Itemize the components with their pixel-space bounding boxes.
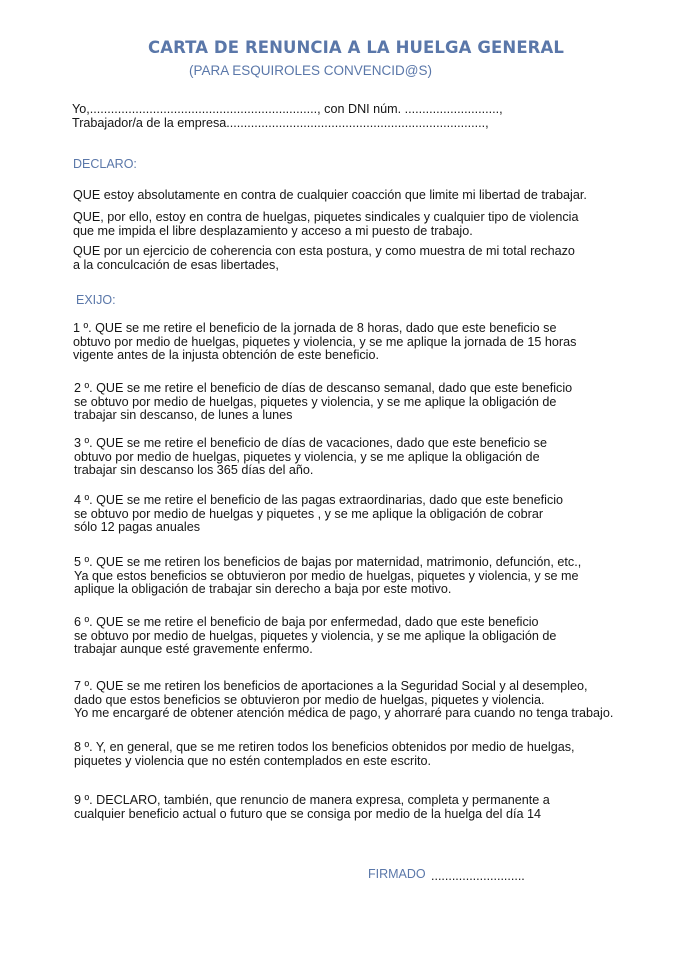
exijo-item: 4 º. QUE se me retire el beneficio de las pagas extraordinarias, dado que este beneficio se obtuvo por medio de huelgas y piquetes , y se me aplique la obligación de cobrar sólo 12 pagas anuales — [74, 493, 564, 535]
exijo-item: 3 º. QUE se me retire el beneficio de días de vacaciones, dado que este beneficio se obtuvo por medio de huelgas, piquetes y violencia, y se me aplique la obligación de trabajar sin descanso los 365 días del año. — [74, 436, 547, 478]
exijo-item: 2 º. QUE se me retire el beneficio de días de descanso semanal, dado que este beneficio se obtuvo por medio de huelgas, piquetes y violencia, y se me aplique la obligación de trabajar sin descanso, de lunes a lunes — [74, 381, 573, 423]
identification-lines: Yo,................................................................., con DNI núm. ..........................., Trabajador/a de la empresa.........................................................................., — [72, 102, 503, 130]
exijo-item: 8 º. Y, en general, que se me retiren todos los beneficios obtenidos por medio de huelgas, piquetes y violencia que no estén contemplados en este escrito. — [74, 740, 575, 768]
declaro-item: QUE estoy absolutamente en contra de cualquier coacción que limite mi libertad de trabajar. — [73, 188, 587, 202]
exijo-item: 7 º. QUE se me retiren los beneficios de aportaciones a la Seguridad Social y al desempleo, dado que estos beneficios se obtuvieron por medio de huelgas, piquetes y violencia. Yo me encargaré de obtener atención médica de pago, y ahorraré para cuando no tenga trabajo. — [74, 679, 614, 721]
signature-label: FIRMADO — [368, 867, 426, 881]
exijo-item: 5 º. QUE se me retiren los beneficios de bajas por maternidad, matrimonio, defunción, etc., Ya que estos beneficios se obtuvieron por medio de huelgas, piquetes y violencia, y se me aplique la obligación de trabajar sin derecho a baja por este motivo. — [74, 555, 582, 597]
document-title: CARTA DE RENUNCIA A LA HUELGA GENERAL — [148, 38, 564, 57]
declaro-item: QUE, por ello, estoy en contra de huelgas, piquetes sindicales y cualquier tipo de violencia que me impida el libre desplazamiento y acceso a mi puesto de trabajo. — [73, 210, 579, 238]
declaro-heading: DECLARO: — [73, 157, 137, 171]
document-subtitle: (PARA ESQUIROLES CONVENCID@S) — [189, 63, 432, 78]
declaro-item: QUE por un ejercicio de coherencia con esta postura, y como muestra de mi total rechazo a la conculcación de esas libertades, — [73, 244, 575, 272]
exijo-item: 9 º. DECLARO, también, que renuncio de manera expresa, completa y permanente a cualquier beneficio actual o futuro que se consiga por medio de la huelga del día 14 — [74, 793, 550, 821]
exijo-item: 6 º. QUE se me retire el beneficio de baja por enfermedad, dado que este beneficio se obtuvo por medio de huelgas, piquetes y violencia, y se me aplique la obligación de trabajar aunque esté gravemente enfermo. — [74, 615, 557, 657]
signature-line: ........................... — [431, 869, 525, 883]
exijo-item: 1 º. QUE se me retire el beneficio de la jornada de 8 horas, dado que este beneficio se obtuvo por medio de huelgas, piquetes y violencia, y se me aplique la jornada de 15 horas vigente antes de la injusta obtención de este beneficio. — [73, 321, 577, 363]
exijo-heading: EXIJO: — [76, 293, 116, 307]
